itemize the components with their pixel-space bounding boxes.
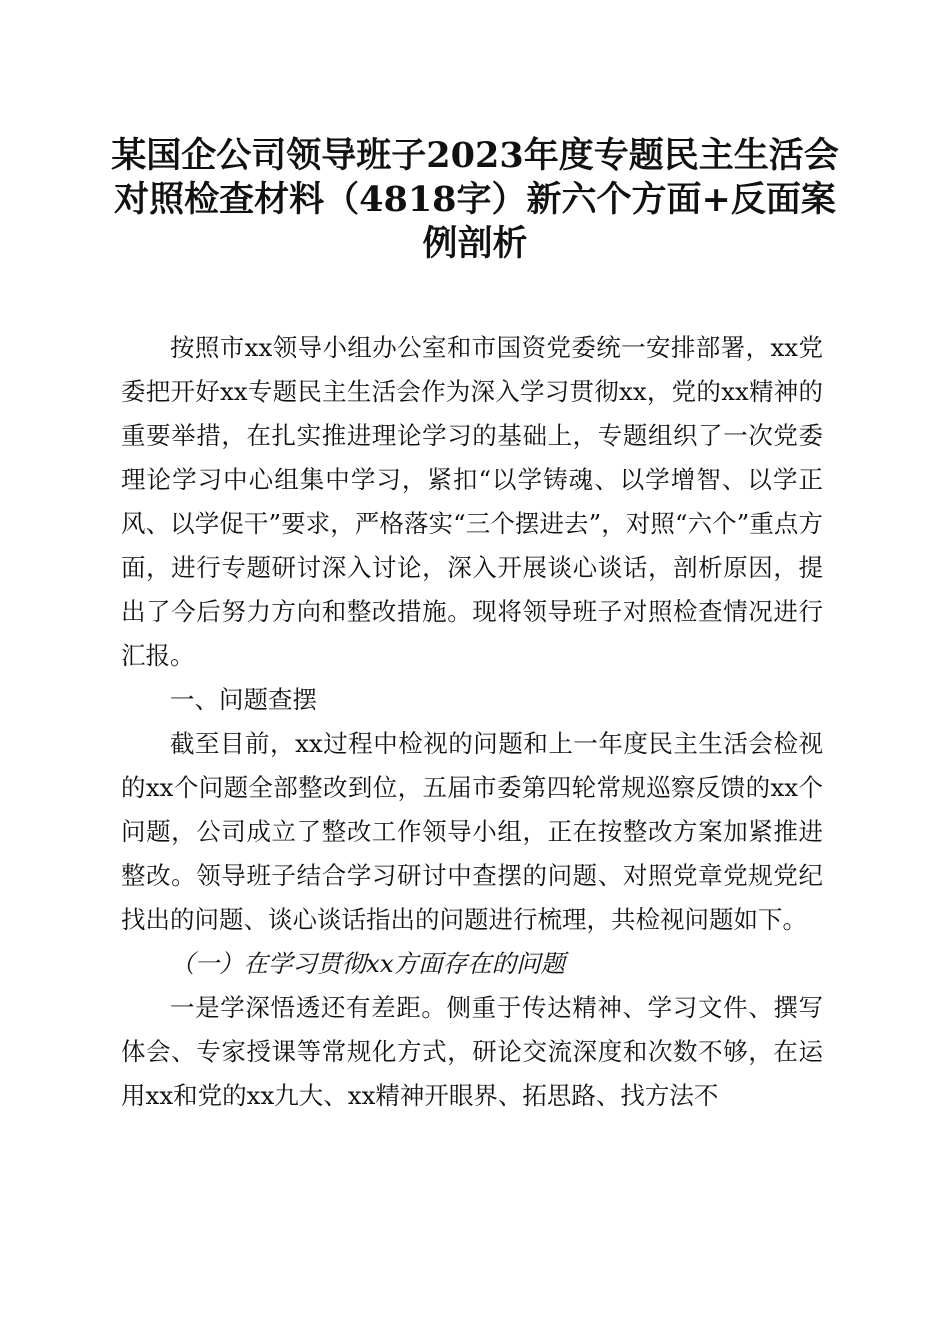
- subsection-paragraph-study: 一是学深悟透还有差距。侧重于传达精神、学习文件、撰写体会、专家授课等常规化方式，研论交流深度和次数不够，在运用xx和党的xx九大、xx精神开眼界、拓思路、找方法不: [121, 993, 823, 1110]
- section-paragraph-problems: 截至目前，xx过程中检视的问题和上一年度民主生活会检视的xx个问题全部整改到位，五届市委第四轮常规巡察反馈的xx个问题，公司成立了整改工作领导小组，正在按整改方案加紧推进整改。领导班子结合学习研讨中查摆的问题、对照党章党规党纪找出的问题、谈心谈话指出的问题进行梳理，共检视问题如下。: [121, 729, 823, 934]
- intro-paragraph: 按照市xx领导小组办公室和市国资党委统一安排部署，xx党委把开好xx专题民主生活会作为深入学习贯彻xx，党的xx精神的重要举措，在扎实推进理论学习的基础上，专题组织了一次党委理论学习中心组集中学习，紧扣“以学铸魂、以学增智、以学正风、以学促干”要求，严格落实“三个摆进去”，对照“六个”重点方面，进行专题研讨深入讨论，深入开展谈心谈话，剖析原因，提出了今后努力方向和整改措施。现将领导班子对照检查情况进行汇报。: [121, 333, 823, 670]
- subsection-heading-study: （一）在学习贯彻xx方面存在的问题: [170, 949, 566, 978]
- document-body: [121, 326, 823, 1118]
- section-heading-problems: 一、问题查摆: [170, 685, 317, 714]
- document-title: 某国企公司领导班子2023年度专题民主生活会对照检查材料（4818字）新六个方面+反面案例剖析: [111, 135, 839, 264]
